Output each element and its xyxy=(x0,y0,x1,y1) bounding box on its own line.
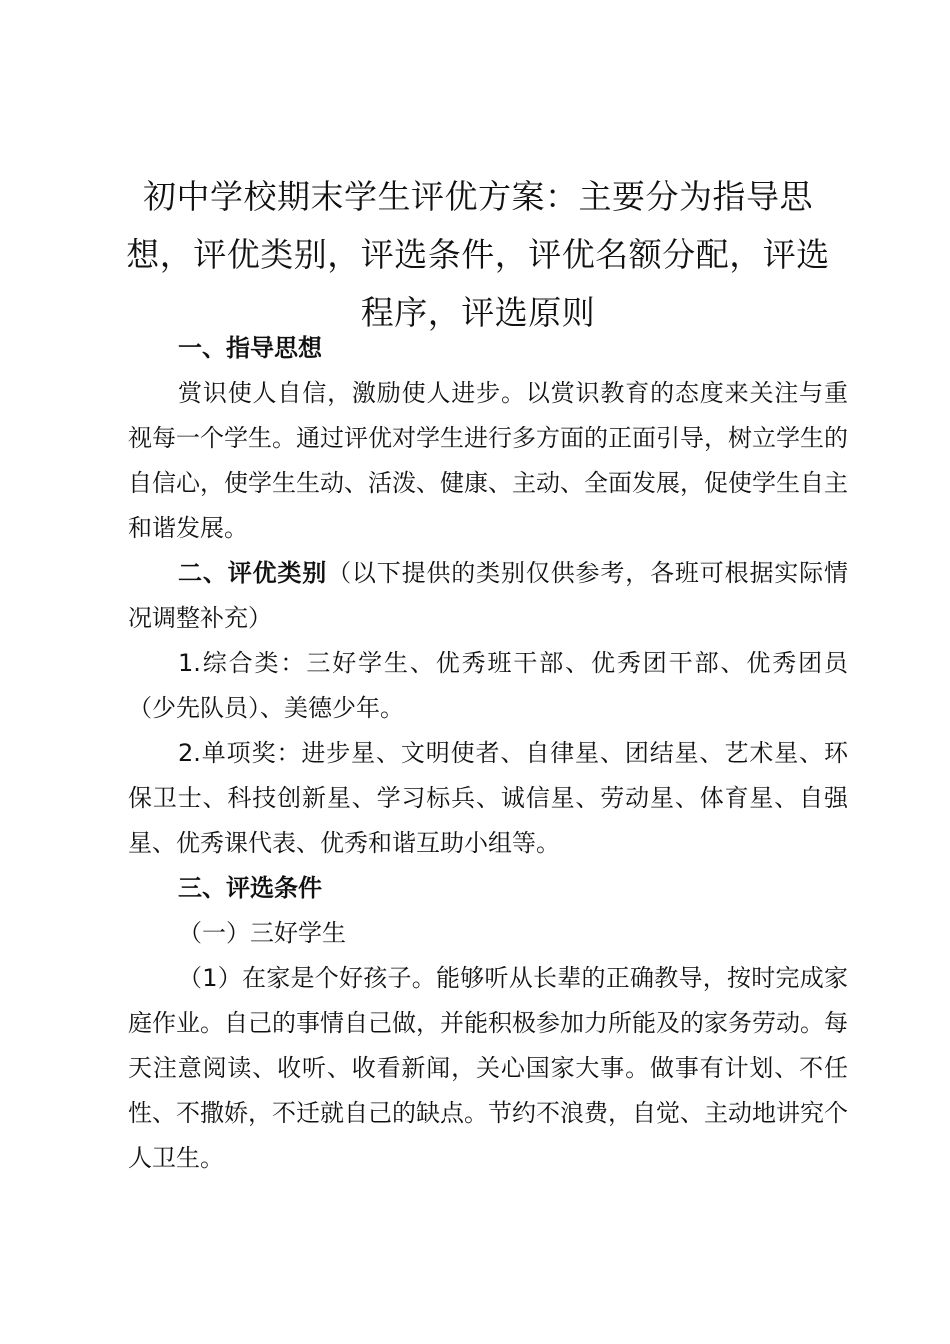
award-categories-note: （以下提供的类别仅供参考，各班可根据实际情况调整补充） xyxy=(128,559,848,632)
paragraph-individual-awards: 2.单项奖：进步星、文明使者、自律星、团结星、艺术星、环保卫士、科技创新星、学习标兵、诚信星、劳动星、体育星、自强星、优秀课代表、优秀和谐互助小组等。 xyxy=(128,739,848,857)
section-award-categories xyxy=(128,551,848,641)
paragraph-comprehensive-awards: 1.综合类：三好学生、优秀班干部、优秀团干部、优秀团员（少先队员）、美德少年。 xyxy=(128,649,848,722)
section-heading-guiding-ideology: 一、指导思想 xyxy=(178,334,322,362)
document-title: 初中学校期末学生评优方案：主要分为指导思想，评优类别，评选条件，评优名额分配，评选程序，评选原则 xyxy=(126,177,830,332)
section-heading-selection-criteria: 三、评选条件 xyxy=(178,874,322,902)
subheading-three-good-students: （一）三好学生 xyxy=(178,919,346,947)
paragraph-guiding-ideology: 赏识使人自信，激励使人进步。以赏识教育的态度来关注与重视每一个学生。通过评优对学生进行多方面的正面引导，树立学生的自信心，使学生生动、活泼、健康、主动、全面发展，促使学生自主和谐发展。 xyxy=(128,379,848,542)
document-body xyxy=(128,326,848,1181)
section-heading-award-categories: 二、评优类别 xyxy=(178,559,328,587)
paragraph-criterion-1: （1）在家是个好孩子。能够听从长辈的正确教导，按时完成家庭作业。自己的事情自己做，并能积极参加力所能及的家务劳动。每天注意阅读、收听、收看新闻，关心国家大事。做事有计划、不任性、不撒娇，不迁就自己的缺点。节约不浪费，自觉、主动地讲究个人卫生。 xyxy=(128,964,848,1172)
